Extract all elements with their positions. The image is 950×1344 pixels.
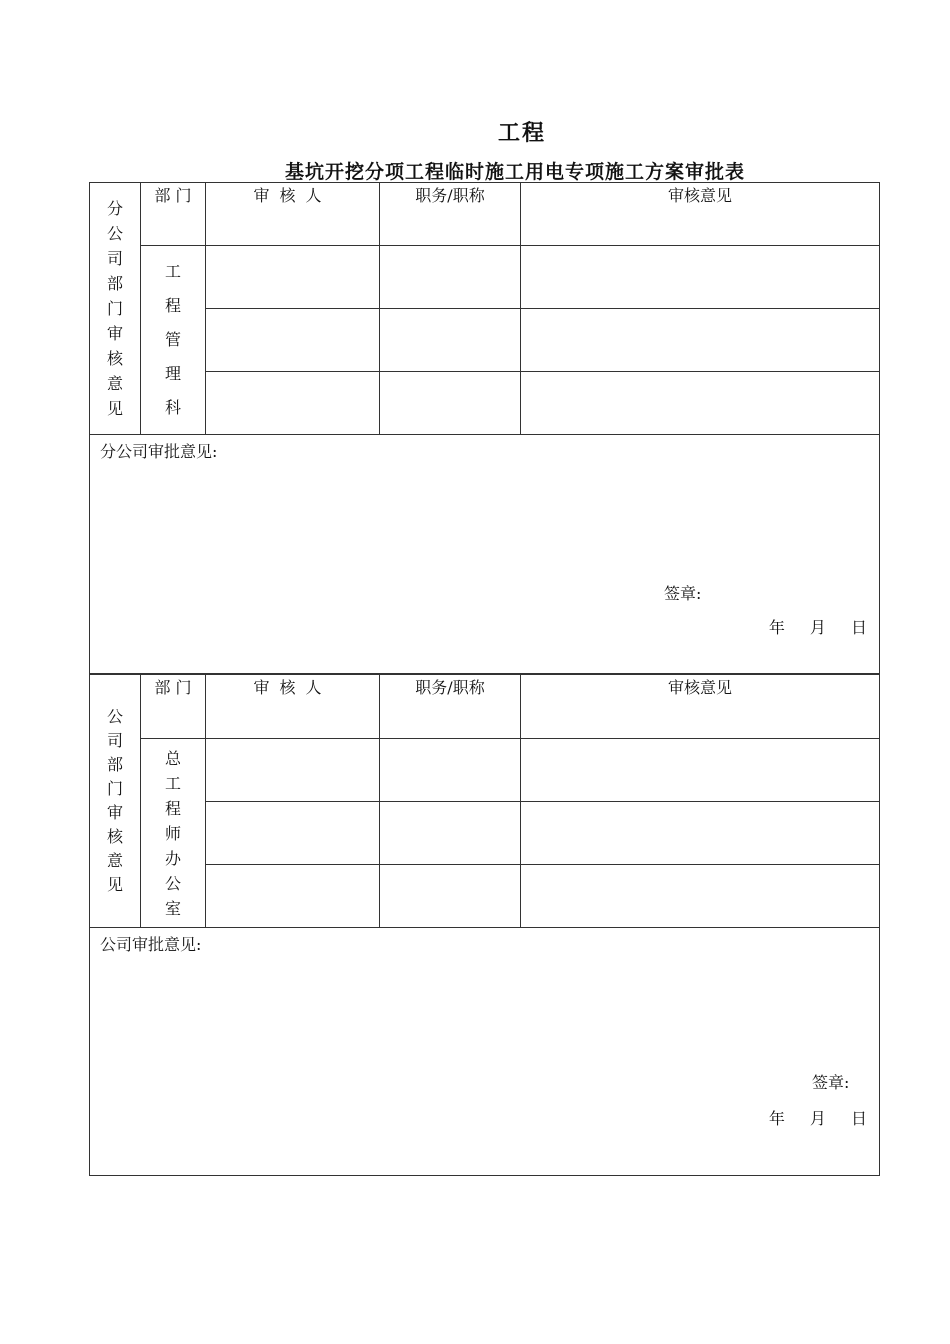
header-position: 职务/职称 [380, 675, 521, 739]
reviewer-cell[interactable] [206, 739, 380, 802]
opinion-cell[interactable] [521, 739, 880, 802]
opinion-cell[interactable] [521, 865, 880, 928]
header-dept: 部 门 [141, 675, 206, 739]
reviewer-cell[interactable] [206, 309, 380, 372]
header-dept: 部 门 [141, 183, 206, 246]
company-approval-area[interactable] [90, 928, 880, 1176]
header-reviewer: 审核人 [206, 183, 380, 246]
branch-approval-label: 分公司审批意见: [100, 442, 218, 461]
reviewer-cell[interactable] [206, 802, 380, 865]
reviewer-cell[interactable] [206, 865, 380, 928]
company-approval-label: 公司审批意见: [100, 935, 202, 954]
opinion-cell[interactable] [521, 309, 880, 372]
header-opinion: 审核意见 [521, 183, 880, 246]
branch-seal-label: 签章: [664, 584, 702, 603]
company-seal-label: 签章: [812, 1073, 850, 1092]
company-department: 总工程师办公室 [141, 739, 206, 928]
position-cell[interactable] [380, 372, 521, 435]
company-review-table [89, 674, 880, 1176]
position-cell[interactable] [380, 865, 521, 928]
document-subtitle: 基坑开挖分项工程临时施工用电专项施工方案审批表 [284, 161, 745, 183]
position-cell[interactable] [380, 309, 521, 372]
branch-department: 工程管理科 [141, 246, 206, 435]
reviewer-cell[interactable] [206, 246, 380, 309]
header-position: 职务/职称 [380, 183, 521, 246]
opinion-cell[interactable] [521, 372, 880, 435]
branch-side-label: 分公司部门审核意见 [90, 183, 141, 435]
reviewer-cell[interactable] [206, 372, 380, 435]
company-side-label: 公司部门审核意见 [90, 675, 141, 928]
branch-review-table [89, 182, 880, 674]
position-cell[interactable] [380, 739, 521, 802]
position-cell[interactable] [380, 802, 521, 865]
document-title: 工程 [497, 120, 546, 146]
header-opinion: 审核意见 [521, 675, 880, 739]
header-reviewer: 审核人 [206, 675, 380, 739]
position-cell[interactable] [380, 246, 521, 309]
branch-approval-area[interactable] [90, 435, 880, 674]
company-date-label: 年 月 日 [768, 1109, 867, 1128]
opinion-cell[interactable] [521, 802, 880, 865]
opinion-cell[interactable] [521, 246, 880, 309]
branch-date-label: 年 月 日 [768, 618, 867, 637]
